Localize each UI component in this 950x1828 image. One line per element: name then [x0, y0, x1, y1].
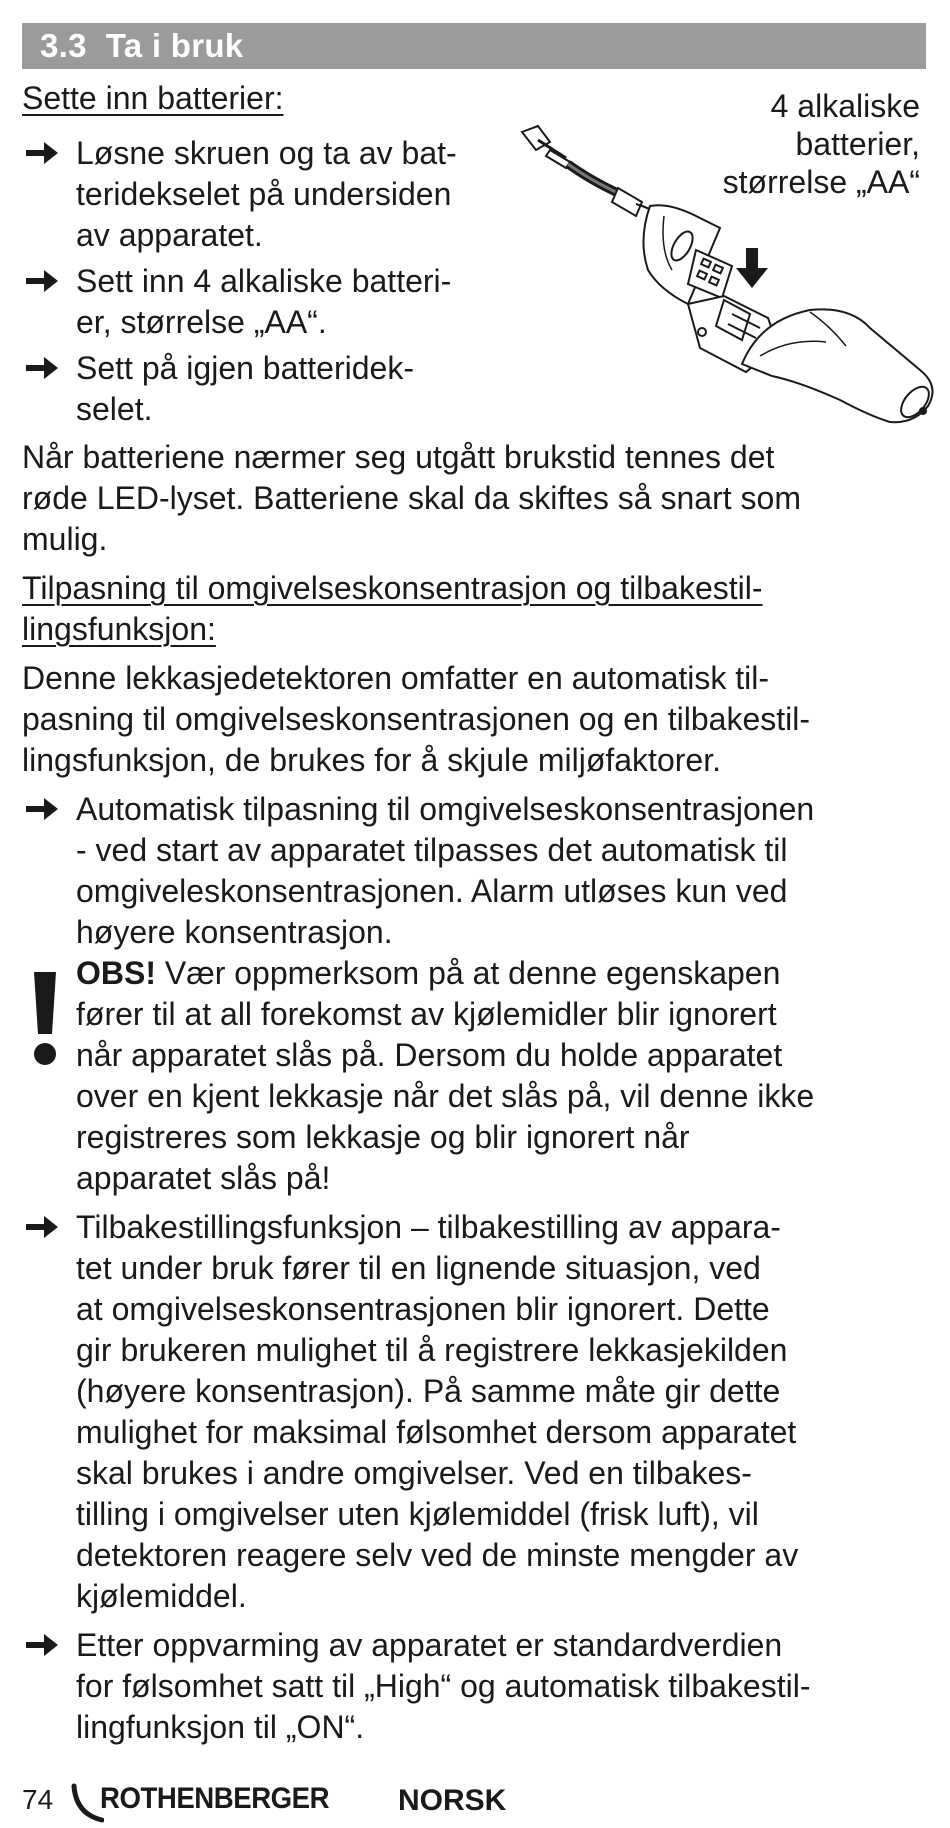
default-line-2: for følsomhet satt til „High“ og automatisk tilbakestil- — [76, 1668, 811, 1704]
default-line-1: Etter oppvarming av apparatet er standardverdien — [76, 1627, 783, 1663]
caption-line-3: størrelse „AA“ — [722, 164, 920, 200]
battery-paragraph-line-2: røde LED-lyset. Batteriene skal da skiftes så snart som — [22, 480, 801, 516]
caption-line-2: batterier, — [795, 126, 920, 162]
auto-adapt-line-4: høyere konsentrasjon. — [76, 914, 393, 950]
battery-step-2-line-1: Sett inn 4 alkaliske batteri- — [76, 263, 452, 299]
battery-step-1-line-1: Løsne skruen og ta av bat- — [76, 135, 457, 171]
section-number: 3.3 — [40, 27, 87, 64]
reset-line-9: detektoren reagere selv ved de minste mengder av — [76, 1537, 799, 1573]
note-line-3: når apparatet slås på. Dersom du holde apparatet — [76, 1037, 783, 1073]
auto-adapt-line-1: Automatisk tilpasning til omgivelseskonsentrasjonen — [76, 791, 815, 827]
battery-step-2-line-2: er, størrelse „AA“. — [76, 304, 327, 340]
reset-line-4: gir brukeren mulighet til å registrere lekkasjekilden — [76, 1332, 788, 1368]
battery-step-1-line-2: teridekselet på undersiden — [76, 176, 452, 212]
arrow-right-icon — [24, 794, 60, 824]
brand-name: ROTHENBERGER — [100, 1782, 330, 1815]
battery-paragraph-line-1: Når batteriene nærmer seg utgått brukstid tennes det — [22, 439, 775, 475]
battery-paragraph-line-3: mulig. — [22, 521, 108, 557]
section-header — [22, 23, 926, 69]
reset-line-1: Tilbakestillingsfunksjon – tilbakestilling av appara- — [76, 1209, 781, 1245]
page-number: 74 — [22, 1784, 54, 1815]
arrow-right-icon — [24, 1212, 60, 1242]
adaptation-paragraph-line-3: lingsfunksjon, de brukes for å skjule miljøfaktorer. — [22, 742, 721, 778]
reset-line-2: tet under bruk fører til en lignende situasjon, ved — [76, 1250, 761, 1286]
language-label: NORSK — [398, 1784, 507, 1817]
default-line-3: lingfunksjon til „ON“. — [76, 1709, 365, 1745]
arrow-right-icon — [24, 266, 60, 296]
note-label: OBS! — [76, 955, 156, 991]
adaptation-heading-line-1: Tilpasning til omgivelseskonsentrasjon og tilbakestil- — [22, 570, 763, 606]
brand-logo — [70, 1780, 350, 1824]
reset-line-7: skal brukes i andre omgivelser. Ved en tilbakes- — [76, 1455, 752, 1491]
adaptation-paragraph-line-1: Denne lekkasjedetektoren omfatter en automatisk til- — [22, 660, 770, 696]
exclamation-icon — [28, 968, 62, 1068]
note-line-2: fører til at all forekomst av kjølemidler blir ignorert — [76, 996, 777, 1032]
adaptation-paragraph-line-2: pasning til omgivelseskonsentrasjonen og en tilbakestil- — [22, 701, 810, 737]
note-line-5: registreres som lekkasje og blir ignorert når — [76, 1119, 690, 1155]
section-title — [40, 27, 244, 65]
caption-line-1: 4 alkaliske — [770, 88, 920, 124]
section-title-text: Ta i bruk — [105, 27, 244, 64]
adaptation-heading-line-2: lingsfunksjon: — [22, 611, 216, 647]
arrow-down-icon — [736, 248, 768, 288]
battery-step-3-line-2: selet. — [76, 391, 153, 427]
note-line-4: over en kjent lekkasje når det slås på, vil denne ikke — [76, 1078, 815, 1114]
arrow-right-icon — [24, 138, 60, 168]
note-text-1: Vær oppmerksom på at denne egenskapen — [156, 955, 781, 991]
reset-line-3: at omgivelseskonsentrasjonen blir ignorert. Dette — [76, 1291, 770, 1327]
auto-adapt-line-3: omgiveleskonsentrasjonen. Alarm utløses kun ved — [76, 873, 788, 909]
reset-line-10: kjølemiddel. — [76, 1578, 247, 1614]
note-line-6: apparatet slås på! — [76, 1160, 331, 1196]
arrow-right-icon — [24, 1630, 60, 1660]
reset-line-6: mulighet for maksimal følsomhet dersom apparatet — [76, 1414, 797, 1450]
arrow-right-icon — [24, 353, 60, 383]
reset-line-5: (høyere konsentrasjon). På samme måte gir dette — [76, 1373, 781, 1409]
battery-step-3-line-1: Sett på igjen batteridek- — [76, 350, 414, 386]
reset-line-8: tilling i omgivelser uten kjølemiddel (frisk luft), vil — [76, 1496, 759, 1532]
batteries-heading: Sette inn batterier: — [22, 80, 284, 116]
logo-swoosh-icon — [70, 1780, 104, 1824]
note-line-1 — [76, 953, 780, 994]
leak-detector-illustration — [510, 120, 940, 440]
battery-step-1-line-3: av apparatet. — [76, 217, 263, 253]
auto-adapt-line-2: - ved start av apparatet tilpasses det automatisk til — [76, 832, 788, 868]
